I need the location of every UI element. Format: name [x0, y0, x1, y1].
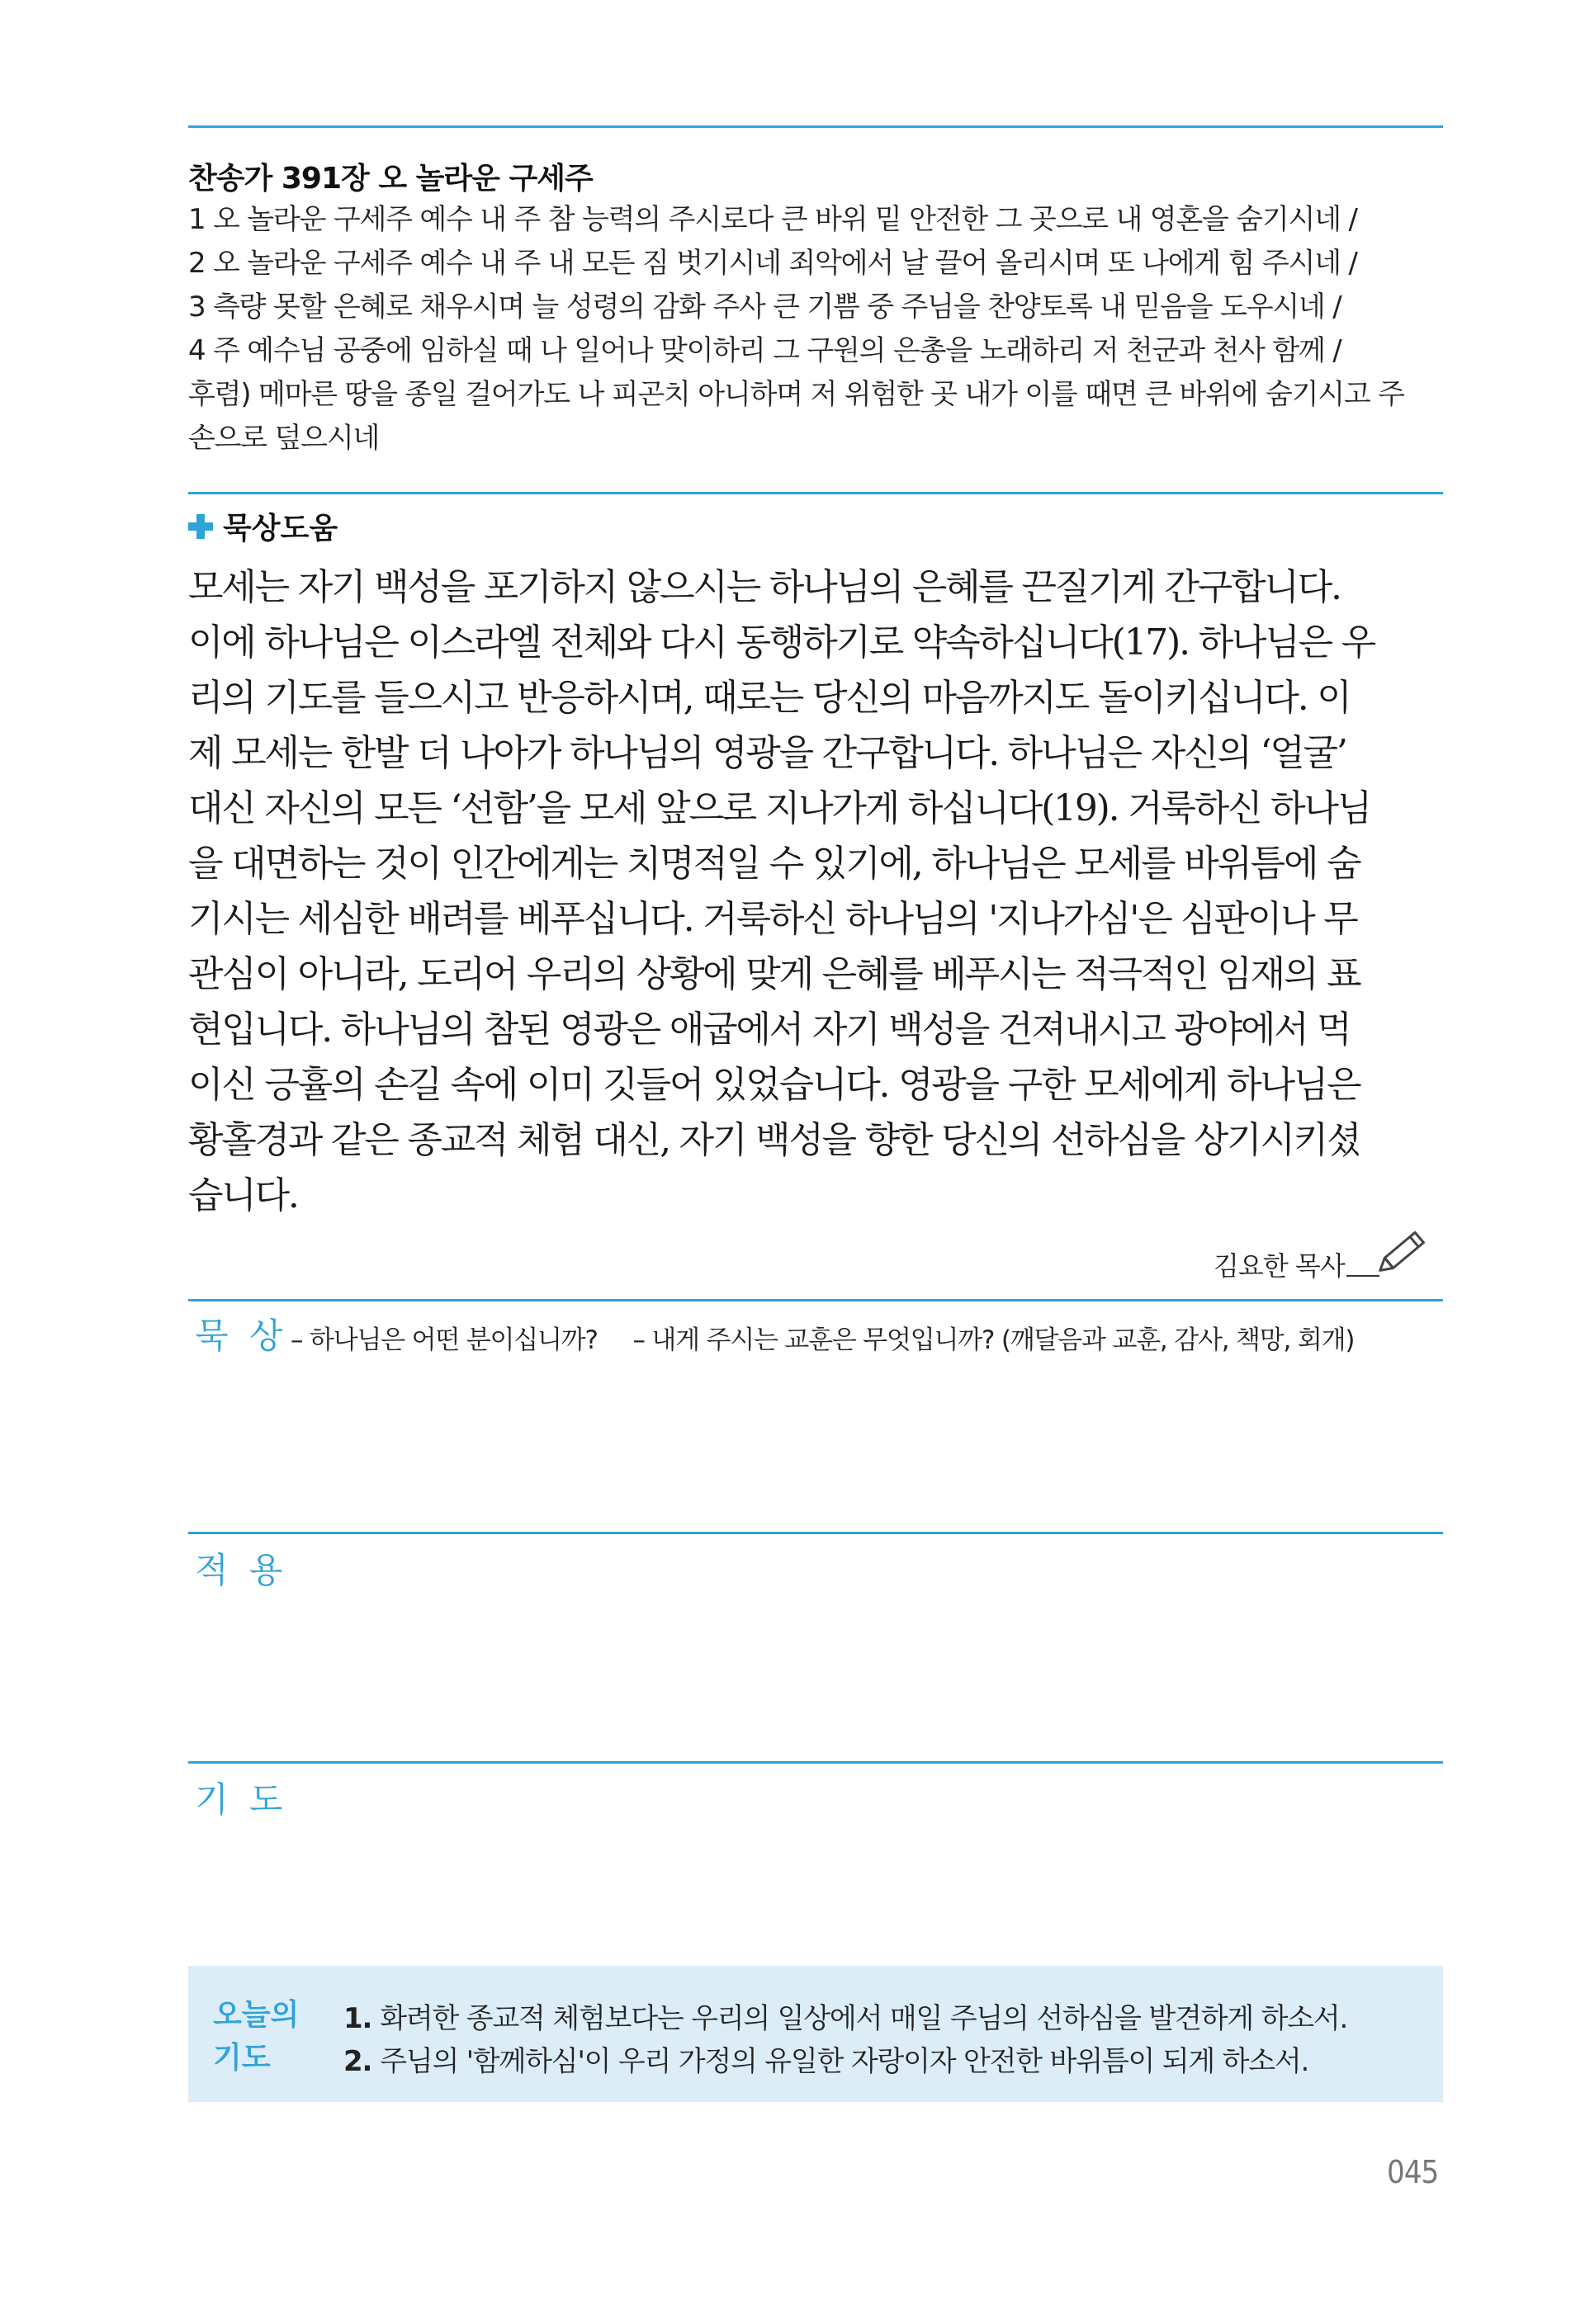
body-line: 이에 하나님은 이스라엘 전체와 다시 동행하기로 약속하십니다(17). 하나님은 우: [188, 621, 1375, 664]
meditation-divider: [188, 1299, 1443, 1301]
meditation-help-title: 묵상도움: [223, 512, 338, 546]
body-line: 관심이 아니라, 도리어 우리의 상황에 맞게 은혜를 베푸시는 적극적인 임재의 표: [188, 953, 1360, 995]
prayer-item-text: 화려한 종교적 체험보다는 우리의 일상에서 매일 주님의 선하심을 발견하게 하소서.: [380, 2002, 1348, 2035]
body-line: 대신 자신의 모든 ‘선함’을 모세 앞으로 지나가게 하십니다(19). 거룩하신 하나님: [188, 787, 1371, 829]
body-line: 이신 긍휼의 손길 속에 이미 깃들어 있었습니다. 영광을 구한 모세에게 하나님은: [188, 1064, 1360, 1106]
pencil-icon: [1370, 1225, 1436, 1279]
prayer-divider: [188, 1761, 1443, 1764]
hymn-divider: [188, 492, 1443, 494]
body-line: 습니다.: [188, 1174, 298, 1216]
plus-icon: [188, 514, 213, 539]
application-divider: [188, 1532, 1443, 1534]
hymn-line: 4 주 예수님 공중에 임하실 때 나 일어나 맞이하리 그 구원의 은총을 노래하리 저 천군과 천사 함께 /: [188, 334, 1341, 367]
prayer-item-number: 1.: [343, 2002, 372, 2035]
body-line: 황홀경과 같은 종교적 체험 대신, 자기 백성을 향한 당신의 선하심을 상기시키셨: [188, 1119, 1360, 1161]
today-prayer-label-line1: 오늘의: [213, 1998, 300, 2032]
meditation-questions: [291, 1319, 1382, 1356]
prayer-item-text: 주님의 '함께하심'이 우리 가정의 유일한 자랑이자 안전한 바위틈이 되게 하소서.: [380, 2045, 1309, 2078]
body-line: 모세는 자기 백성을 포기하지 않으시는 하나님의 은혜를 끈질기게 간구합니다.: [188, 566, 1341, 608]
body-line: 을 대면하는 것이 인간에게는 치명적일 수 있기에, 하나님은 모세를 바위틈에 숨: [188, 843, 1360, 885]
body-line: 리의 기도를 들으시고 반응하시며, 때로는 당신의 마음까지도 돌이키십니다. 이: [188, 677, 1351, 719]
prayer-item: [343, 2040, 1347, 2083]
prayer-item-number: 2.: [343, 2045, 372, 2078]
hymn-line: 후렴) 메마른 땅을 종일 걸어가도 나 피곤치 아니하며 저 위험한 곳 내가 이를 때면 큰 바위에 숨기시고 주: [188, 378, 1404, 411]
hymn-line: 1 오 놀라운 구세주 예수 내 주 참 능력의 주시로다 큰 바위 밑 안전한 그 곳으로 내 영혼을 숨기시네 /: [188, 203, 1357, 236]
meditation-help-heading: [188, 505, 338, 547]
hymn-line: 3 측량 못할 은혜로 채우시며 늘 성령의 감화 주사 큰 기쁨 중 주님을 찬양토록 내 믿음을 도우시네 /: [188, 290, 1341, 324]
author-name: 김요한 목사: [1214, 1250, 1345, 1282]
body-line: 현입니다. 하나님의 참된 영광은 애굽에서 자기 백성을 건져내시고 광야에서 먹: [188, 1008, 1351, 1051]
top-divider: [188, 125, 1443, 128]
application-label: 적 용: [195, 1550, 288, 1590]
today-prayer-items: [343, 1997, 1347, 2083]
prayer-item: [343, 1997, 1347, 2040]
question-1: – 하나님은 어떤 분이십니까?: [291, 1325, 598, 1355]
today-prayer-label-line2: 기도: [213, 2041, 271, 2075]
today-prayer-label: [213, 1994, 299, 2080]
body-line: 제 모세는 한발 더 나아가 하나님의 영광을 간구합니다. 하나님은 자신의 ‘얼굴’: [188, 732, 1346, 774]
today-prayer-box: [188, 1966, 1443, 2102]
page-number: 045: [1387, 2154, 1439, 2190]
question-2: – 내게 주시는 교훈은 무엇입니까? (깨달음과 교훈, 감사, 책망, 회개): [632, 1325, 1355, 1355]
meditation-label: 묵 상: [195, 1316, 288, 1356]
hymn-title: 찬송가 391장 오 놀라운 구세주: [188, 162, 593, 196]
hymn-lyrics: [188, 198, 1447, 461]
body-line: 기시는 세심한 배려를 베푸십니다. 거룩하신 하나님의 '지나가심'은 심판이나 무: [188, 898, 1357, 940]
hymn-line: 2 오 놀라운 구세주 예수 내 주 내 모든 짐 벗기시네 죄악에서 날 끌어 올리시며 또 나에게 힘 주시네 /: [188, 247, 1357, 280]
hymn-line: 손으로 덮으시네: [188, 422, 380, 455]
prayer-label: 기 도: [195, 1779, 288, 1820]
meditation-body: [188, 560, 1447, 1223]
